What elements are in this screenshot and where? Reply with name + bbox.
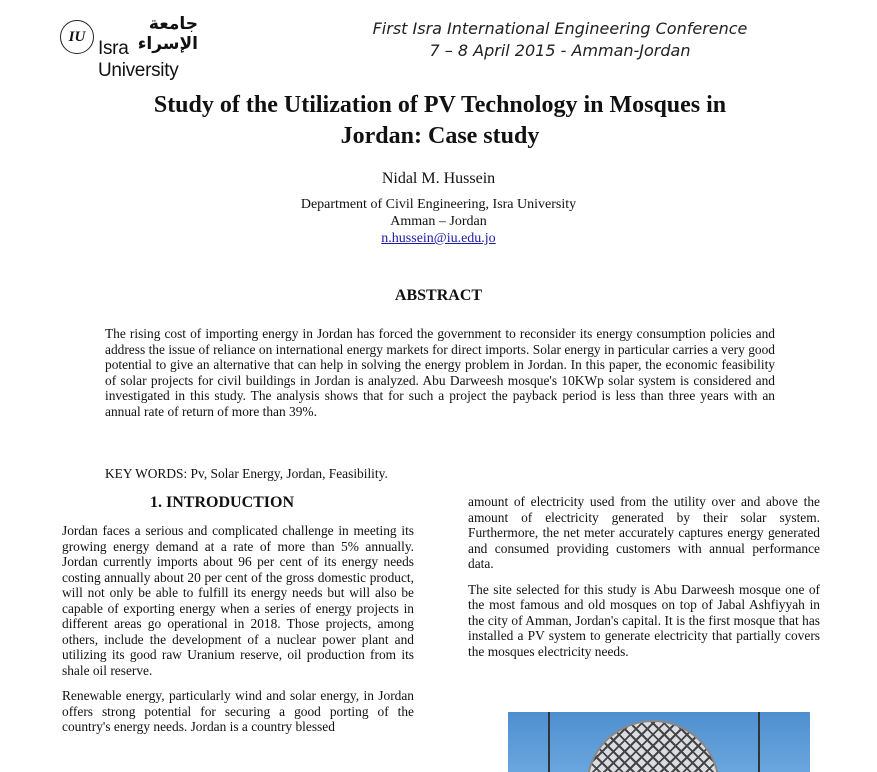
affiliation-department: Department of Civil Engineering, Isra University xyxy=(300,197,577,212)
photo-pole-left xyxy=(548,712,550,772)
right-column xyxy=(468,494,820,669)
logo-arabic-name: جامعة الإسراء xyxy=(137,14,198,54)
paper-title xyxy=(80,90,800,152)
abstract-heading: ABSTRACT xyxy=(394,287,483,304)
intro-paragraph-1: Jordan faces a serious and complicated challenge in meeting its growing energy demand at a rate of more than 5% annually. Jordan currently imports about 96 per cent of its energy needs costing annually about 20 per cent of the gross domestic product, will not only be able to fulfill its energy needs but will also be capable of exporting energy when a series of energy projects in different areas go operational in 2018. Those projects, among others, include the development of a nuclear power plant and utilizing its good raw Uranium reserve, oil production from its shale oil reserve. xyxy=(62,523,414,678)
intro-paragraph-4: The site selected for this study is Abu Darweesh mosque one of the most famous and old mosques on top of Jabal Ashfiyyah in the city of Amman, Jordan's capital. It is the first mosque that has installed a PV system to generate electricity that partially covers the mosques electricity needs. xyxy=(468,581,820,659)
logo-mark: IU xyxy=(60,20,94,54)
introduction-heading: 1. INTRODUCTION xyxy=(150,494,295,511)
photo-pole-right xyxy=(758,712,760,772)
mosque-photo xyxy=(508,712,810,772)
conference-header xyxy=(352,18,768,62)
intro-paragraph-3: amount of electricity used from the utility over and above the amount of electricity generated by their solar system. Furthermore, the net meter accurately captures energy generated and consumed providing customers with annual performance data. xyxy=(468,494,820,571)
author-name: Nidal M. Hussein xyxy=(381,170,496,187)
paper-title-line2: Jordan: Case study xyxy=(340,123,540,149)
logo-university-name: Isra University xyxy=(98,38,179,81)
keywords: KEY WORDS: Pv, Solar Energy, Jordan, Feasibility. xyxy=(105,466,388,481)
conference-name: First Isra International Engineering Conference xyxy=(372,19,748,38)
abstract-text: The rising cost of importing energy in Jordan has forced the government to reconsider its energy consumption policies and address the issue of reliance on international energy markets for direct imports. Solar energy in particular carries a very good potential to give an alternative that can help in solving the energy problem in Jordan. In this paper, the economic feasibility of solar projects for civil buildings in Jordan is analyzed. Abu Darweesh mosque's 10KWp solar system is considered and investigated in this study. The analysis shows that for such a project the payback period is less than three years with an annual rate of return of more than 39%. xyxy=(105,326,775,419)
intro-paragraph-2: Renewable energy, particularly wind and solar energy, in Jordan offers strong potential for securing a good porting of the country's energy needs. Jordan is a country blessed xyxy=(62,688,414,734)
paper-title-line1: Study of the Utilization of PV Technology in Mosques in xyxy=(153,92,727,118)
isra-university-logo xyxy=(60,14,200,81)
mosque-dome xyxy=(586,720,720,772)
author-affiliation xyxy=(0,196,877,247)
left-column xyxy=(62,523,414,745)
conference-date-location: 7 – 8 April 2015 - Amman-Jordan xyxy=(429,41,691,60)
affiliation-location: Amman – Jordan xyxy=(390,214,487,229)
author-email-link[interactable]: n.hussein@iu.edu.jo xyxy=(381,231,496,246)
